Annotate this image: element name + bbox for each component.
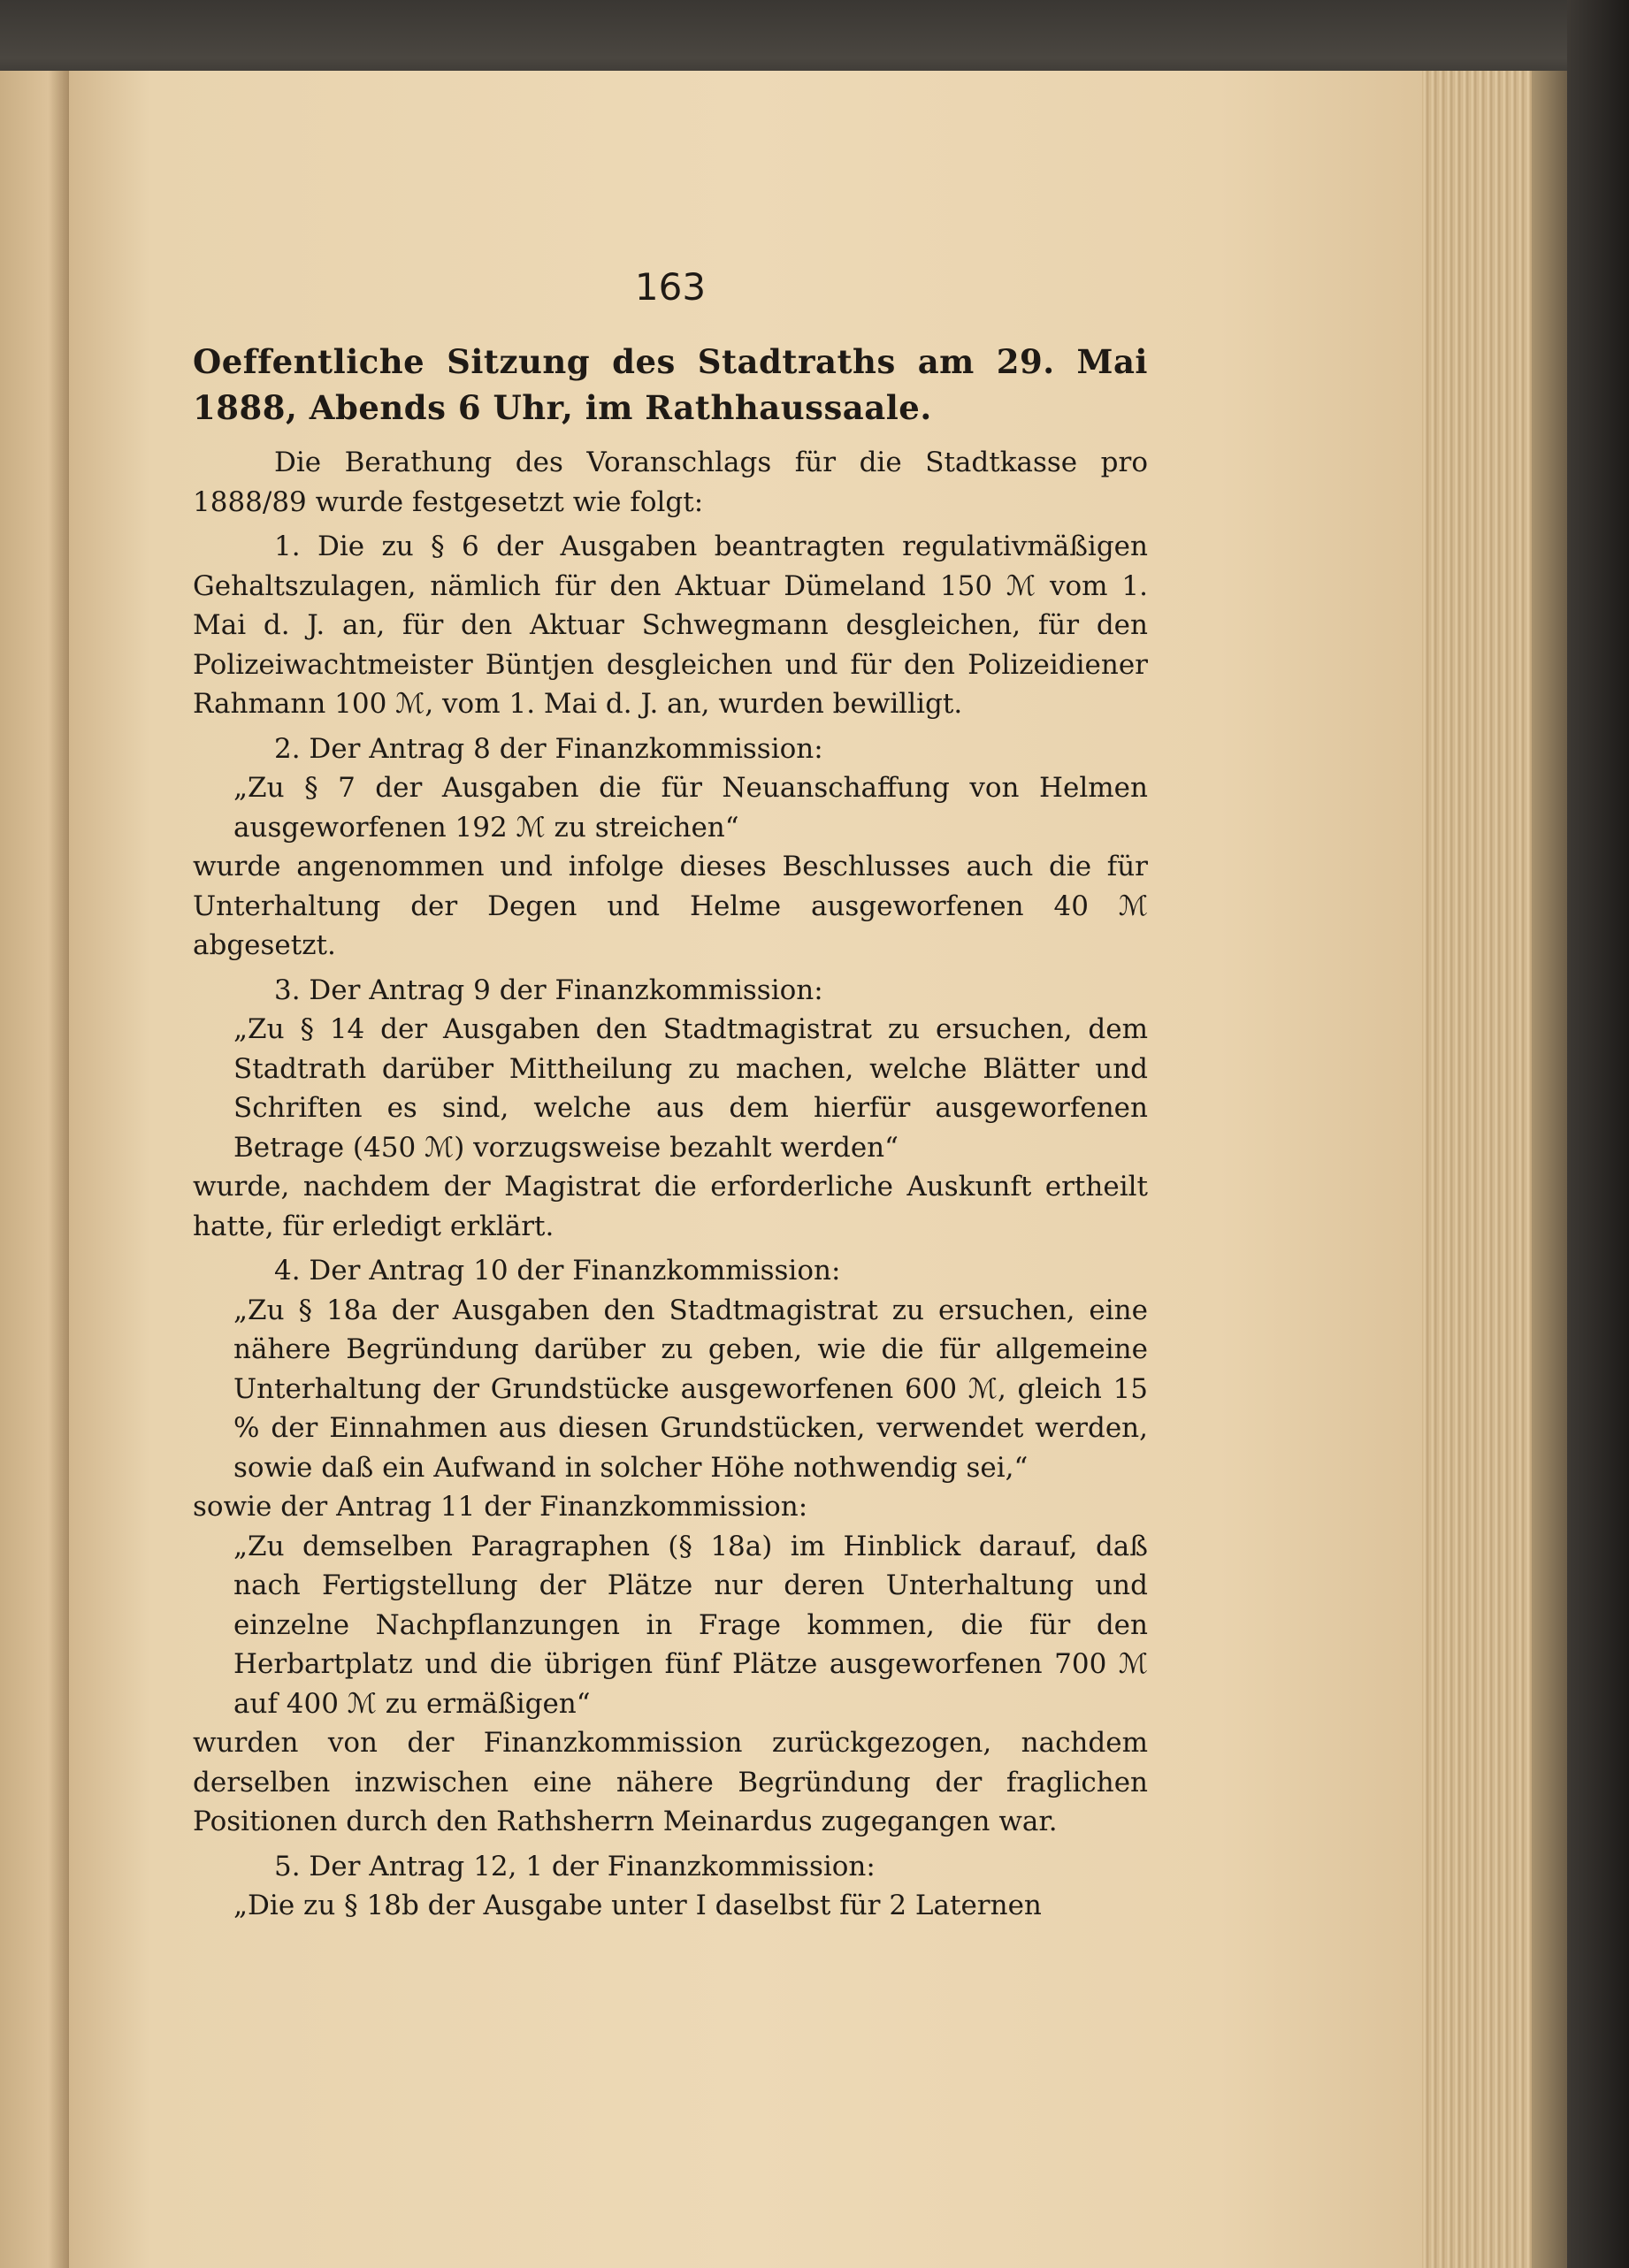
- page-number: 163: [634, 265, 707, 309]
- session-heading: Oeffentliche Sitzung des Stadtraths am 29. Mai 1888, Abends 6 Uhr, im Rathhaussaale.: [193, 342, 1148, 427]
- paragraph-result-3: wurde, nachdem der Magistrat die erforderliche Auskunft ertheilt hatte, für erledigt erklärt.: [193, 1171, 1148, 1242]
- quote-antrag-10: „Zu § 18a der Ausgaben den Stadtmagistrat zu ersuchen, eine nähere Begründung darüber zu geben, wie die für allgemeine Unterhaltung der Grundstücke ausgeworfenen 600 ℳ, gleich 15 % der Einnahmen aus diesen Grundstücken, verwendet werden, sowie daß ein Aufwand in solcher Höhe nothwendig sei,“: [233, 1294, 1148, 1484]
- paragraph-item-4: 4. Der Antrag 10 der Finanzkommission:: [274, 1255, 841, 1287]
- paragraph-antrag-11-intro: sowie der Antrag 11 der Finanzkommission:: [193, 1491, 808, 1523]
- quote-antrag-11: „Zu demselben Paragraphen (§ 18a) im Hinblick darauf, daß nach Fertigstellung der Plätze nur deren Unterhaltung und einzelne Nachpflanzungen in Frage kommen, die für den Herbartplatz und die übrigen fünf Plätze ausgeworfenen 700 ℳ auf 400 ℳ zu ermäßigen“: [233, 1530, 1148, 1720]
- quote-antrag-12: „Die zu § 18b der Ausgabe unter I daselbst für 2 Laternen: [233, 1890, 1042, 1921]
- paragraph-item-3: 3. Der Antrag 9 der Finanzkommission:: [274, 974, 823, 1006]
- page-block-edges: [1422, 71, 1567, 2268]
- paragraph-result-2: wurde angenommen und infolge dieses Beschlusses auch die für Unterhaltung der Degen und Helme ausgeworfenen 40 ℳ abgesetzt.: [193, 851, 1148, 961]
- paragraph-item-1: 1. Die zu § 6 der Ausgaben beantragten regulativmäßigen Gehaltszulagen, nämlich für den Aktuar Dümeland 150 ℳ vom 1. Mai d. J. an, für den Aktuar Schwegmann desgleichen, für den Polizeiwachtmeister Büntjen desgleichen und für den Polizeidiener Rahmann 100 ℳ, vom 1. Mai d. J. an, wurden bewilligt.: [193, 531, 1148, 720]
- page-content: [193, 248, 1148, 1926]
- quote-antrag-9: „Zu § 14 der Ausgaben den Stadtmagistrat zu ersuchen, dem Stadtrath darüber Mittheilung zu machen, welche Blätter und Schriften es sind, welche aus dem hierfür ausgeworfenen Betrage (450 ℳ) vorzugsweise bezahlt werden“: [233, 1013, 1148, 1164]
- paragraph-item-2: 2. Der Antrag 8 der Finanzkommission:: [274, 732, 823, 765]
- left-page-edge: [0, 71, 69, 2268]
- book-spine: [1567, 0, 1629, 2268]
- paragraph-item-5: 5. Der Antrag 12, 1 der Finanzkommission:: [274, 1850, 876, 1882]
- paragraph-result-4: wurden von der Finanzkommission zurückgezogen, nachdem derselben inzwischen eine nähere Begründung der fraglichen Positionen durch den Rathsherrn Meinardus zugegangen war.: [193, 1727, 1148, 1837]
- paragraph-intro: Die Berathung des Voranschlags für die Stadtkasse pro 1888/89 wurde festgesetzt wie folgt:: [193, 447, 1148, 518]
- quote-antrag-8: „Zu § 7 der Ausgaben die für Neuanschaffung von Helmen ausgeworfenen 192 ℳ zu streichen“: [233, 772, 1148, 844]
